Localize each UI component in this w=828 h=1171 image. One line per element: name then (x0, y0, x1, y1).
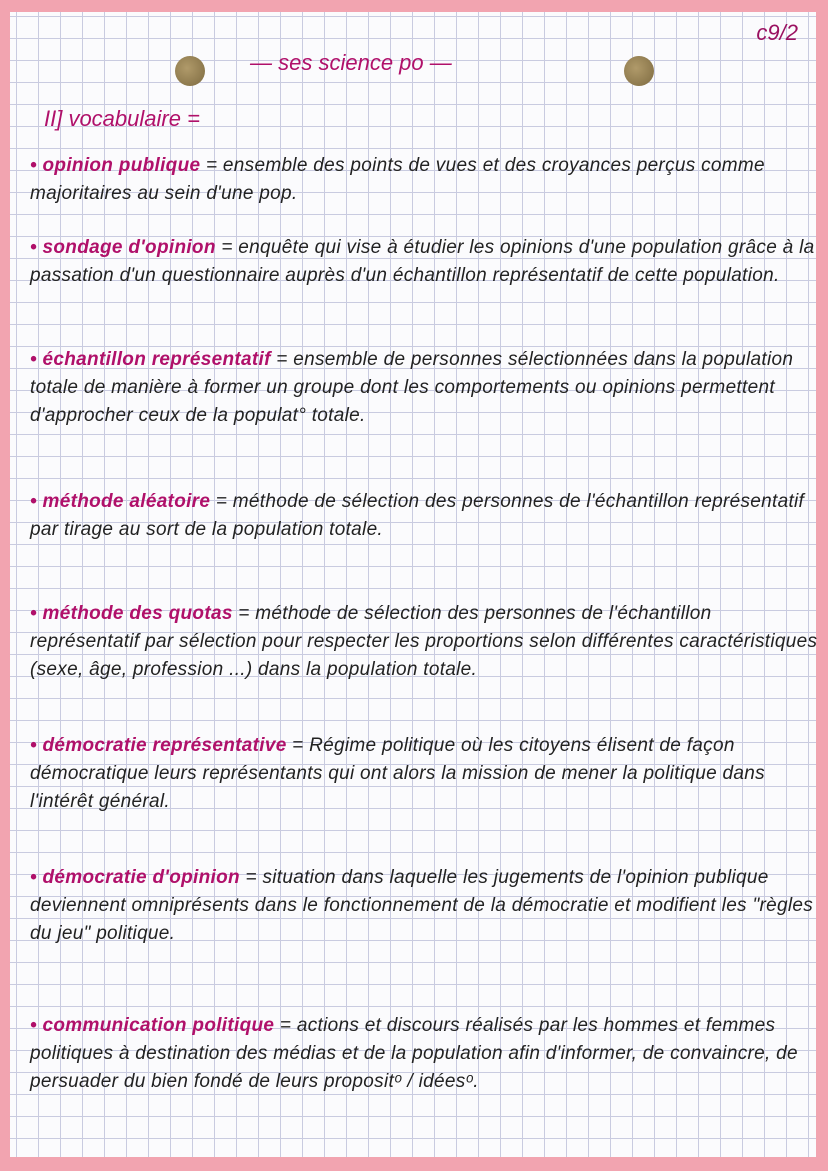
term: • méthode aléatoire (30, 491, 211, 512)
definition-text: = Régime politique où les citoyens élisent de façon démocratique leurs représentants qui ont alors la mission de mener la politique dans l'intérêt général. (30, 735, 765, 812)
term: • sondage d'opinion (30, 237, 216, 258)
definition-text: = méthode de sélection des personnes de l'échantillon représentatif par sélection pour respecter les proportions selon différentes caractéristiques (sexe, âge, profession ...) dans la population totale. (30, 603, 818, 680)
definition-communication-politique (30, 1012, 820, 1096)
definition-text: = actions et discours réalisés par les hommes et femmes politiques à destination des médias et de la population afin d'informer, de convaincre, de persuader du bien fondé de leurs propositᵒ / idéesᵒ. (30, 1015, 798, 1092)
binder-hole-left (175, 56, 205, 86)
term: • démocratie d'opinion (30, 867, 240, 888)
definition-text: = ensemble de personnes sélectionnées dans la population totale de manière à former un groupe dont les comportements ou opinions permettent d'approcher ceux de la populat° totale. (30, 349, 794, 426)
definition-democratie-opinion (30, 864, 820, 948)
definition-text: = ensemble des points de vues et des croyances perçus comme majoritaires au sein d'une pop. (30, 155, 765, 204)
definition-text: = situation dans laquelle les jugements de l'opinion publique deviennent omniprésents dans le fonctionnement de la démocratie et modifient les "règles du jeu" politique. (30, 867, 814, 944)
definition-methode-aleatoire (30, 488, 820, 544)
definition-echantillon (30, 346, 820, 430)
term: • communication politique (30, 1015, 275, 1036)
section-title: II] vocabulaire = (44, 106, 200, 131)
binder-hole-right (624, 56, 654, 86)
definition-text: = méthode de sélection des personnes de l'échantillon représentatif par tirage au sort de la population totale. (30, 491, 805, 540)
notebook-page (10, 12, 816, 1157)
term: • échantillon représentatif (30, 349, 271, 370)
definition-text: = enquête qui vise à étudier les opinions d'une population grâce à la passation d'un questionnaire auprès d'un échantillon représentatif de cette population. (30, 237, 815, 286)
definition-democratie-representative (30, 732, 820, 816)
definition-sondage (30, 234, 820, 290)
term: • démocratie représentative (30, 735, 287, 756)
page-corner-mark: c9/2 (756, 20, 798, 45)
term: • méthode des quotas (30, 603, 233, 624)
definition-methode-quotas (30, 600, 820, 684)
definition-opinion-publique (30, 152, 820, 208)
term: • opinion publique (30, 155, 201, 176)
page-header: — ses science po — (250, 50, 452, 75)
